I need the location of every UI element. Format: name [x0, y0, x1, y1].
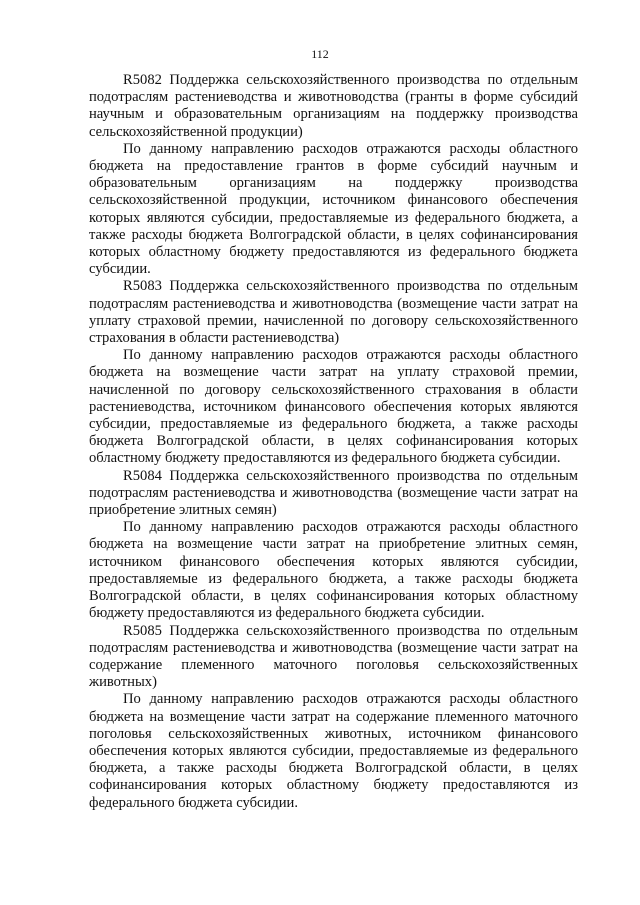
heading-r5082: R5082 Поддержка сельскохозяйственного производства по отдельным подотраслям растениеводства и животноводства (гранты в форме субсидий научным и образовательным организациям на поддержку производства сельскохозяйственной продукции) [89, 72, 578, 140]
page-number: 112 [311, 47, 329, 61]
paragraph-r5082-description: По данному направлению расходов отражаются расходы областного бюджета на предоставление грантов в форме субсидий научным и образовательным организациям на поддержку производства сельскохозяйственной продукции, источником финансового обеспечения которых являются субсидии, предоставляемые из федерального бюджета, а также расходы бюджета Волгоградской области, в целях софинансирования которых областному бюджету предоставляются из федерального бюджета субсидии. [89, 140, 578, 278]
paragraph-r5085-description: По данному направлению расходов отражаются расходы областного бюджета на возмещение части затрат на содержание племенного маточного поголовья сельскохозяйственных животных, источником финансового обеспечения которых являются субсидии, предоставляемые из федерального бюджета, а также расходы бюджета Волгоградской области, в целях софинансирования которых областному бюджету предоставляются из федерального бюджета субсидии. [89, 691, 578, 811]
heading-r5085: R5085 Поддержка сельскохозяйственного производства по отдельным подотраслям растениеводства и животноводства (возмещение части затрат на содержание племенного маточного поголовья сельскохозяйственных животных) [89, 622, 578, 691]
heading-r5083: R5083 Поддержка сельскохозяйственного производства по отдельным подотраслям растениеводства и животноводства (возмещение части затрат на уплату страховой премии, начисленной по договору сельскохозяйственного страхования в области растениеводства) [89, 278, 578, 347]
document-body [89, 72, 578, 812]
heading-r5084: R5084 Поддержка сельскохозяйственного производства по отдельным подотраслям растениеводства и животноводства (возмещение части затрат на приобретение элитных семян) [89, 467, 578, 519]
paragraph-r5084-description: По данному направлению расходов отражаются расходы областного бюджета на возмещение части затрат на приобретение элитных семян, источником финансового обеспечения которых являются субсидии, предоставляемые из федерального бюджета, а также расходы бюджета Волгоградской области, в целях софинансирования которых областному бюджету предоставляются из федерального бюджета субсидии. [89, 519, 578, 622]
paragraph-r5083-description: По данному направлению расходов отражаются расходы областного бюджета на возмещение части затрат на уплату страховой премии, начисленной по договору сельскохозяйственного страхования в области растениеводства, источником финансового обеспечения которых являются субсидии, предоставляемые из федерального бюджета, а также расходы бюджета Волгоградской области, в целях софинансирования которых областному бюджету предоставляются из федерального бюджета субсидии. [89, 347, 578, 467]
